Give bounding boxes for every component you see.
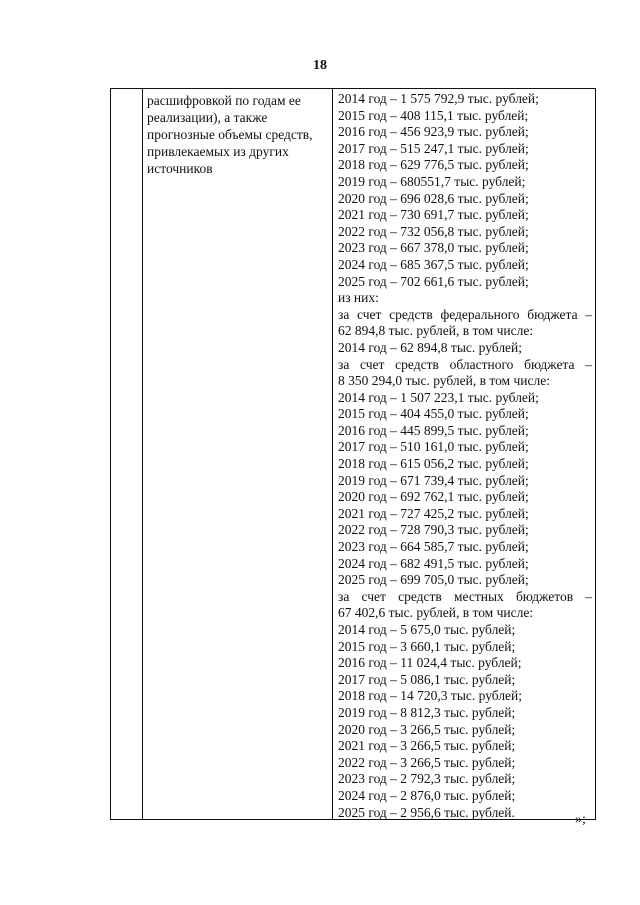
funding-line: 2018 год – 629 776,5 тыс. рублей; [338, 157, 529, 173]
left-cell-line: реализации), а также [147, 110, 268, 125]
funding-line: 2023 год – 664 585,7 тыс. рублей; [338, 539, 529, 555]
funding-line: 2021 год – 727 425,2 тыс. рублей; [338, 505, 529, 521]
funding-line: за счет средств местных бюджетов – [338, 588, 592, 604]
funding-line: 2022 год – 728 790,3 тыс. рублей; [338, 522, 529, 538]
funding-line: 2020 год – 3 266,5 тыс. рублей; [338, 721, 516, 737]
funding-line: 2018 год – 14 720,3 тыс. рублей; [338, 688, 523, 704]
page-number: 18 [313, 58, 327, 73]
funding-line: 8 350 294,0 тыс. рублей, в том числе: [338, 373, 550, 389]
funding-line: 2017 год – 510 161,0 тыс. рублей; [338, 439, 529, 455]
funding-line: 2014 год – 1 575 792,9 тыс. рублей; [338, 91, 539, 106]
right-cell-text [338, 91, 592, 821]
left-cell-text [147, 92, 333, 177]
funding-line: 2021 год – 3 266,5 тыс. рублей; [338, 738, 516, 754]
funding-line: 2022 год – 3 266,5 тыс. рублей; [338, 754, 516, 770]
funding-line: 2025 год – 2 956,6 тыс. рублей. [338, 804, 515, 820]
table-left-border [110, 89, 111, 819]
funding-line: 2014 год – 1 507 223,1 тыс. рублей; [338, 389, 539, 405]
left-cell-line: прогнозные объемы средств, [147, 127, 313, 142]
funding-line: 2019 год – 671 739,4 тыс. рублей; [338, 472, 529, 488]
funding-line: 2017 год – 515 247,1 тыс. рублей; [338, 140, 529, 156]
funding-line: 2022 год – 732 056,8 тыс. рублей; [338, 223, 529, 239]
funding-line: 2015 год – 3 660,1 тыс. рублей; [338, 638, 516, 654]
closing-mark: »; [575, 812, 586, 827]
funding-line: 2016 год – 456 923,9 тыс. рублей; [338, 124, 529, 140]
funding-line: за счет средств областного бюджета – [338, 356, 592, 372]
funding-line: 67 402,6 тыс. рублей, в том числе: [338, 605, 534, 621]
funding-line: 2024 год – 2 876,0 тыс. рублей; [338, 787, 516, 803]
funding-line: 2014 год – 62 894,8 тыс. рублей; [338, 339, 523, 355]
funding-line: 2019 год – 680551,7 тыс. рублей; [338, 173, 526, 189]
table-column-divider [142, 89, 143, 819]
funding-line: 2024 год – 685 367,5 тыс. рублей; [338, 256, 529, 272]
funding-table [110, 88, 596, 820]
funding-line: 2019 год – 8 812,3 тыс. рублей; [338, 704, 516, 720]
funding-line: из них: [338, 290, 379, 306]
left-cell-line: расшифровкой по годам ее [147, 93, 301, 108]
left-cell-line: источников [147, 161, 213, 176]
table-right-border [595, 89, 596, 819]
funding-line: 2018 год – 615 056,2 тыс. рублей; [338, 456, 529, 472]
funding-line: 2020 год – 696 028,6 тыс. рублей; [338, 190, 529, 206]
funding-line: 2024 год – 682 491,5 тыс. рублей; [338, 555, 529, 571]
table-column-divider [332, 89, 333, 819]
funding-line: 2023 год – 667 378,0 тыс. рублей; [338, 240, 529, 256]
funding-line: 2025 год – 699 705,0 тыс. рублей; [338, 572, 529, 588]
funding-line: 2016 год – 11 024,4 тыс. рублей; [338, 655, 522, 671]
funding-line: 2021 год – 730 691,7 тыс. рублей; [338, 207, 529, 223]
left-cell-line: привлекаемых из других [147, 144, 289, 159]
funding-line: 2020 год – 692 762,1 тыс. рублей; [338, 489, 529, 505]
funding-line: 2025 год – 702 661,6 тыс. рублей; [338, 273, 529, 289]
funding-line: 2017 год – 5 086,1 тыс. рублей; [338, 671, 516, 687]
funding-line: 62 894,8 тыс. рублей, в том числе: [338, 323, 534, 339]
funding-line: за счет средств федерального бюджета – [338, 306, 592, 322]
funding-line: 2015 год – 404 455,0 тыс. рублей; [338, 406, 529, 422]
funding-line: 2023 год – 2 792,3 тыс. рублей; [338, 771, 516, 787]
funding-line: 2016 год – 445 899,5 тыс. рублей; [338, 422, 529, 438]
funding-line: 2015 год – 408 115,1 тыс. рублей; [338, 107, 529, 123]
funding-line: 2014 год – 5 675,0 тыс. рублей; [338, 622, 516, 637]
